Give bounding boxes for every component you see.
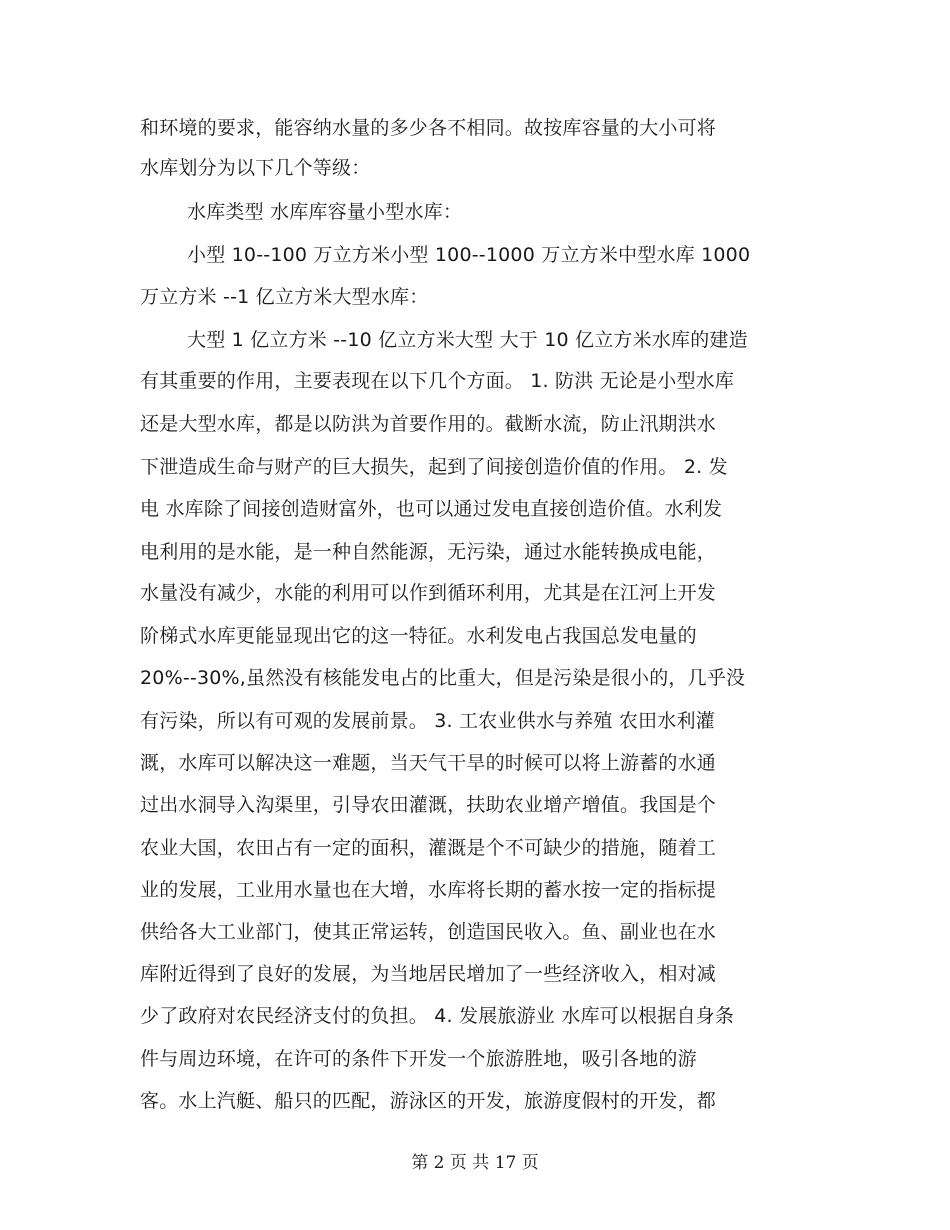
text-line: 下泄造成生命与财产的巨大损失，起到了间接创造价值的作用。 2. 发 [140, 456, 728, 478]
text-line: 业的发展，工业用水量也在大增，水库将长期的蓄水按一定的指标提 [140, 879, 717, 901]
text-line: 溉，水库可以解决这一难题，当天气干旱的时候可以将上游蓄的水通 [140, 752, 717, 774]
text-line: 万立方米 --1 亿立方米大型水库： [140, 286, 429, 308]
text-line: 农业大国，农田占有一定的面积，灌溉是个不可缺少的措施，随着工 [140, 837, 717, 859]
text-line: 小型 10--100 万立方米小型 100--1000 万立方米中型水库 1000 [187, 244, 751, 266]
text-line: 水库划分为以下几个等级： [140, 157, 371, 179]
text-line: 20%--30%,虽然没有核能发电占的比重大，但是污染是很小的，几乎没 [140, 667, 746, 689]
text-line: 件与周边环境，在许可的条件下开发一个旅游胜地，吸引各地的游 [140, 1048, 697, 1070]
text-line: 水量没有减少，水能的利用可以作到循环利用，尤其是在江河上开发 [140, 582, 717, 604]
text-line: 和环境的要求，能容纳水量的多少各不相同。故按库容量的大小可将 [140, 117, 717, 139]
text-line: 少了政府对农民经济支付的负担。 4. 发展旅游业 水库可以根据自身条 [140, 1005, 735, 1027]
text-line: 阶梯式水库更能显现出它的这一特征。水利发电占我国总发电量的 [140, 625, 697, 647]
text-line: 有污染，所以有可观的发展前景。 3. 工农业供水与养殖 农田水利灌 [140, 710, 715, 732]
text-line: 电利用的是水能，是一种自然能源，无污染，通过水能转换成电能， [140, 541, 717, 563]
text-line: 过出水洞导入沟渠里，引导农田灌溉，扶助农业增产增值。我国是个 [140, 794, 717, 816]
text-line: 还是大型水库，都是以防洪为首要作用的。截断水流，防止汛期洪水 [140, 413, 717, 435]
text-line: 供给各大工业部门，使其正常运转，创造国民收入。鱼、副业也在水 [140, 921, 717, 943]
text-line: 库附近得到了良好的发展，为当地居民增加了一些经济收入，相对减 [140, 963, 717, 985]
page-number-footer: 第 2 页 共 17 页 [411, 1153, 539, 1173]
text-line: 水库类型 水库库容量小型水库： [187, 201, 463, 223]
text-line: 电 水库除了间接创造财富外，也可以通过发电直接创造价值。水利发 [140, 498, 723, 520]
text-line: 大型 1 亿立方米 --10 亿立方米大型 大于 10 亿立方米水库的建造 [187, 329, 748, 351]
text-line: 有其重要的作用，主要表现在以下几个方面。 1. 防洪 无论是小型水库 [140, 370, 735, 392]
text-line: 客。水上汽艇、船只的匹配，游泳区的开发，旅游度假村的开发，都 [140, 1090, 717, 1112]
